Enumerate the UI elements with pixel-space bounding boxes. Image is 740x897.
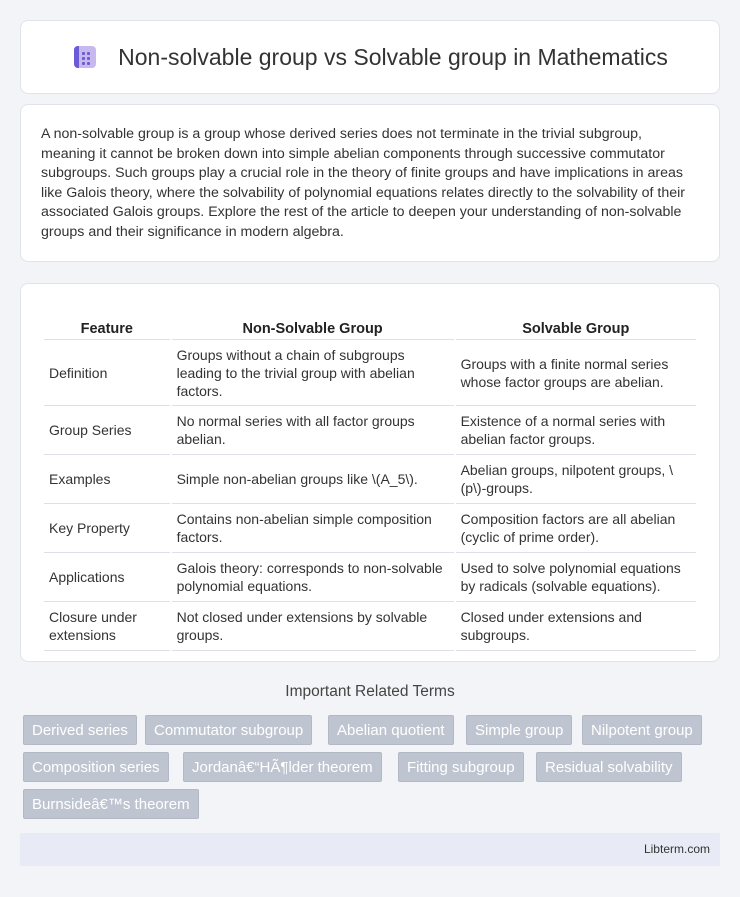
footer-site-link[interactable]: Libterm.com xyxy=(643,842,710,856)
intro-card xyxy=(20,104,720,262)
tag-jordan-holder-theorem[interactable]: Jordanâ€“HÃ¶lder theorem xyxy=(183,752,382,782)
table-row xyxy=(44,455,696,504)
tag-commutator-subgroup[interactable]: Commutator subgroup xyxy=(145,715,312,745)
row-solvable: Used to solve polynomial equations by radicals (solvable equations). xyxy=(456,553,696,602)
intro-paragraph: A non-solvable group is a group whose derived series does not terminate in the trivial subgroup, meaning it cannot be broken down into simple abelian components through successive commutator subgroups. Such groups play a crucial role in the theory of finite groups and have implications in areas like Galois theory, where the solvability of polynomial equations relates directly to the solvability of their associated Galois groups. Explore the rest of the article to deepen your understanding of non-solvable groups and their significance in modern algebra. xyxy=(41,126,686,240)
row-feature: Closure under extensions xyxy=(44,602,170,651)
header-card xyxy=(20,20,720,94)
row-non-solvable: No normal series with all factor groups abelian. xyxy=(172,406,454,455)
row-feature: Examples xyxy=(44,455,170,504)
row-non-solvable: Groups without a chain of subgroups leading to the trivial group with abelian factors. xyxy=(172,340,454,406)
row-non-solvable: Not closed under extensions by solvable groups. xyxy=(172,602,454,651)
table-row xyxy=(44,504,696,553)
tag-simple-group[interactable]: Simple group xyxy=(466,715,572,745)
table-row xyxy=(44,340,696,406)
table-header-row xyxy=(44,304,696,340)
row-feature: Applications xyxy=(44,553,170,602)
row-solvable: Existence of a normal series with abelian factor groups. xyxy=(456,406,696,455)
tag-composition-series[interactable]: Composition series xyxy=(23,752,169,782)
row-non-solvable: Galois theory: corresponds to non-solvable polynomial equations. xyxy=(172,553,454,602)
comparison-table-card xyxy=(20,283,720,662)
tag-fitting-subgroup[interactable]: Fitting subgroup xyxy=(398,752,524,782)
table-row xyxy=(44,406,696,455)
page-title: Non-solvable group vs Solvable group in Mathematics xyxy=(118,43,668,70)
header-feature: Feature xyxy=(44,304,170,340)
book-icon xyxy=(72,44,98,70)
row-non-solvable: Contains non-abelian simple composition factors. xyxy=(172,504,454,553)
footer xyxy=(20,833,720,866)
row-solvable: Groups with a finite normal series whose factor groups are abelian. xyxy=(456,340,696,406)
tag-burnside-theorem[interactable]: Burnsideâ€™s theorem xyxy=(23,789,199,819)
row-feature: Definition xyxy=(44,340,170,406)
comparison-table xyxy=(42,304,698,651)
row-non-solvable: Simple non-abelian groups like \(A_5\). xyxy=(172,455,454,504)
row-solvable: Abelian groups, nilpotent groups, \(p\)-groups. xyxy=(456,455,696,504)
related-terms-heading: Important Related Terms xyxy=(285,683,455,700)
row-solvable: Closed under extensions and subgroups. xyxy=(456,602,696,651)
table-row xyxy=(44,553,696,602)
tag-derived-series[interactable]: Derived series xyxy=(23,715,137,745)
table-row xyxy=(44,602,696,651)
row-solvable: Composition factors are all abelian (cyclic of prime order). xyxy=(456,504,696,553)
row-feature: Key Property xyxy=(44,504,170,553)
tag-nilpotent-group[interactable]: Nilpotent group xyxy=(582,715,702,745)
header-solvable: Solvable Group xyxy=(456,304,696,340)
row-feature: Group Series xyxy=(44,406,170,455)
tag-abelian-quotient[interactable]: Abelian quotient xyxy=(328,715,454,745)
header-non-solvable: Non-Solvable Group xyxy=(172,304,454,340)
tag-residual-solvability[interactable]: Residual solvability xyxy=(536,752,682,782)
